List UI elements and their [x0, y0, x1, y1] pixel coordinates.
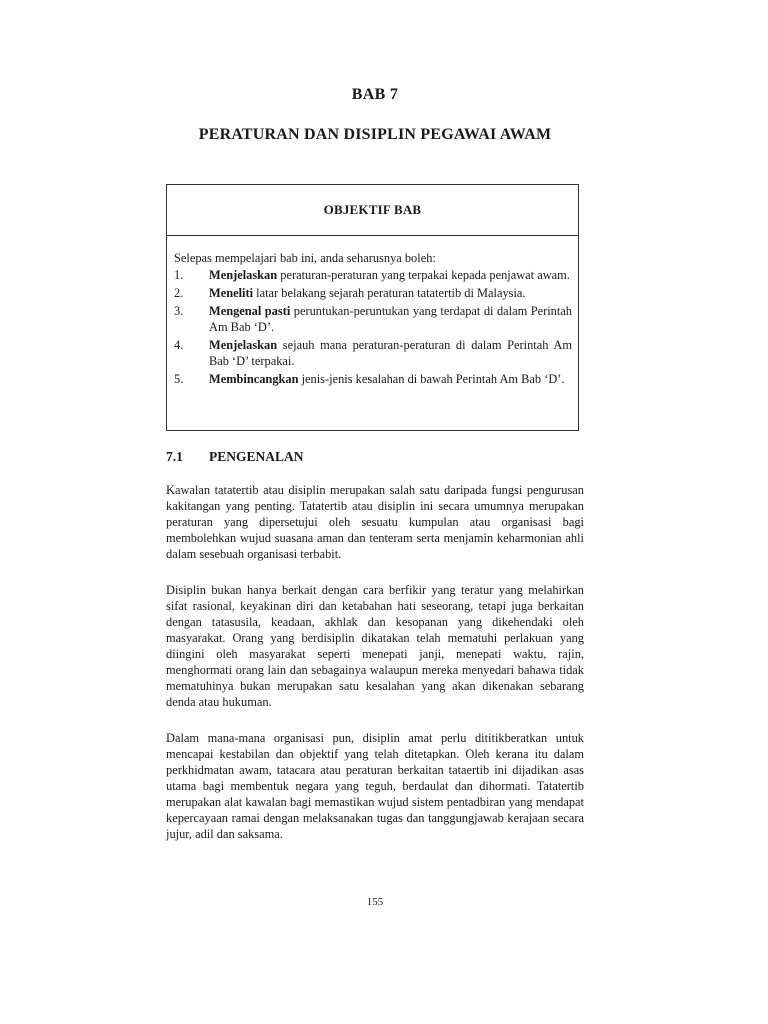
objective-number: 1. [174, 268, 184, 282]
objective-text [209, 303, 572, 335]
objective-item [174, 337, 572, 369]
objective-description: peraturan-peraturan yang terpakai kepada penjawat awam. [277, 268, 570, 282]
objective-description: latar belakang sejarah peraturan tatatertib di Malaysia. [253, 286, 526, 300]
objective-verb: Membincangkan [209, 372, 299, 386]
objectives-intro: Selepas mempelajari bab ini, anda seharusnya boleh: [174, 251, 436, 265]
objective-number: 5. [174, 372, 184, 386]
objective-description: jenis-jenis kesalahan di bawah Perintah Am Bab ‘D’. [298, 372, 565, 386]
objective-verb: Mengenal pasti [209, 304, 291, 318]
objectives-header: OBJEKTIF BAB [167, 185, 578, 236]
objective-item [174, 303, 572, 335]
chapter-label: BAB 7 [351, 86, 399, 103]
objective-item [174, 267, 572, 283]
objective-verb: Menjelaskan [209, 338, 278, 352]
objective-item [174, 285, 572, 301]
objectives-list [174, 267, 572, 387]
objective-description: sejauh mana peraturan-peraturan di dalam Perintah Am Bab ‘D’ terpakai. [209, 338, 572, 368]
objectives-body [167, 236, 578, 387]
section-title: PENGENALAN [209, 449, 304, 464]
objective-number: 3. [174, 304, 184, 318]
objective-number: 2. [174, 286, 184, 300]
objective-verb: Meneliti [209, 286, 254, 300]
body-paragraph: Kawalan tatatertib atau disiplin merupakan salah satu daripada fungsi pengurusan kakitangan yang penting. Tatatertib atau disiplin ini secara umumnya merupakan peraturan yang dipersetujui oleh sesuatu kumpulan atau organisasi bagi membolehkan wujud suasana aman dan tenteram serta menjamin keharmonian ahli dalam sesebuah organisasi terbabit. [166, 483, 584, 561]
body-paragraph: Dalam mana-mana organisasi pun, disiplin amat perlu dititikberatkan untuk mencapai kestabilan dan objektif yang telah ditetapkan. Oleh kerana itu dalam perkhidmatan awam, tatacara atau peraturan berkaitan tataertib ini dijadikan asas utama bagi membentuk negara yang teguh, berdaulat dan dihormati. Tatatertib merupakan alat kawalan bagi memastikan wujud sistem pentadbiran yang mendapat kepercayaan ramai dengan melaksanakan tugas dan tanggungjawab kerajaan secara jujur, adil dan saksama. [166, 731, 584, 841]
objective-text [209, 285, 572, 301]
objective-verb: Menjelaskan [209, 268, 278, 282]
objective-item [174, 371, 572, 387]
chapter-title: PERATURAN DAN DISIPLIN PEGAWAI AWAM [198, 126, 552, 143]
section-number: 7.1 [166, 449, 183, 464]
chapter-objectives-box [166, 184, 579, 431]
section-heading [166, 449, 304, 465]
page-number: 155 [366, 896, 384, 908]
body-paragraph: Disiplin bukan hanya berkait dengan cara berfikir yang teratur yang melahirkan sifat rasional, keyakinan diri dan ketabahan hati seseorang, tetapi juga berkaitan dengan tatasusila, keadaan, akhlak dan kesopanan yang dikehendaki oleh masyarakat. Orang yang berdisiplin dikatakan telah mematuhi perlakuan yang diingini oleh masyarakat seperti menepati janji, menepati waktu, rajin, menghormati orang lain dan sebagainya walaupun mereka menyedari bahawa tidak mematuhinya bukan merupakan satu kesalahan yang akan dikenakan sebarang denda atau hukuman. [166, 583, 584, 709]
objective-number: 4. [174, 338, 184, 352]
objective-text [209, 337, 572, 369]
objective-description: peruntukan-peruntukan yang terdapat di dalam Perintah Am Bab ‘D’. [209, 304, 572, 334]
objective-text [209, 267, 572, 283]
objective-text [209, 371, 572, 387]
